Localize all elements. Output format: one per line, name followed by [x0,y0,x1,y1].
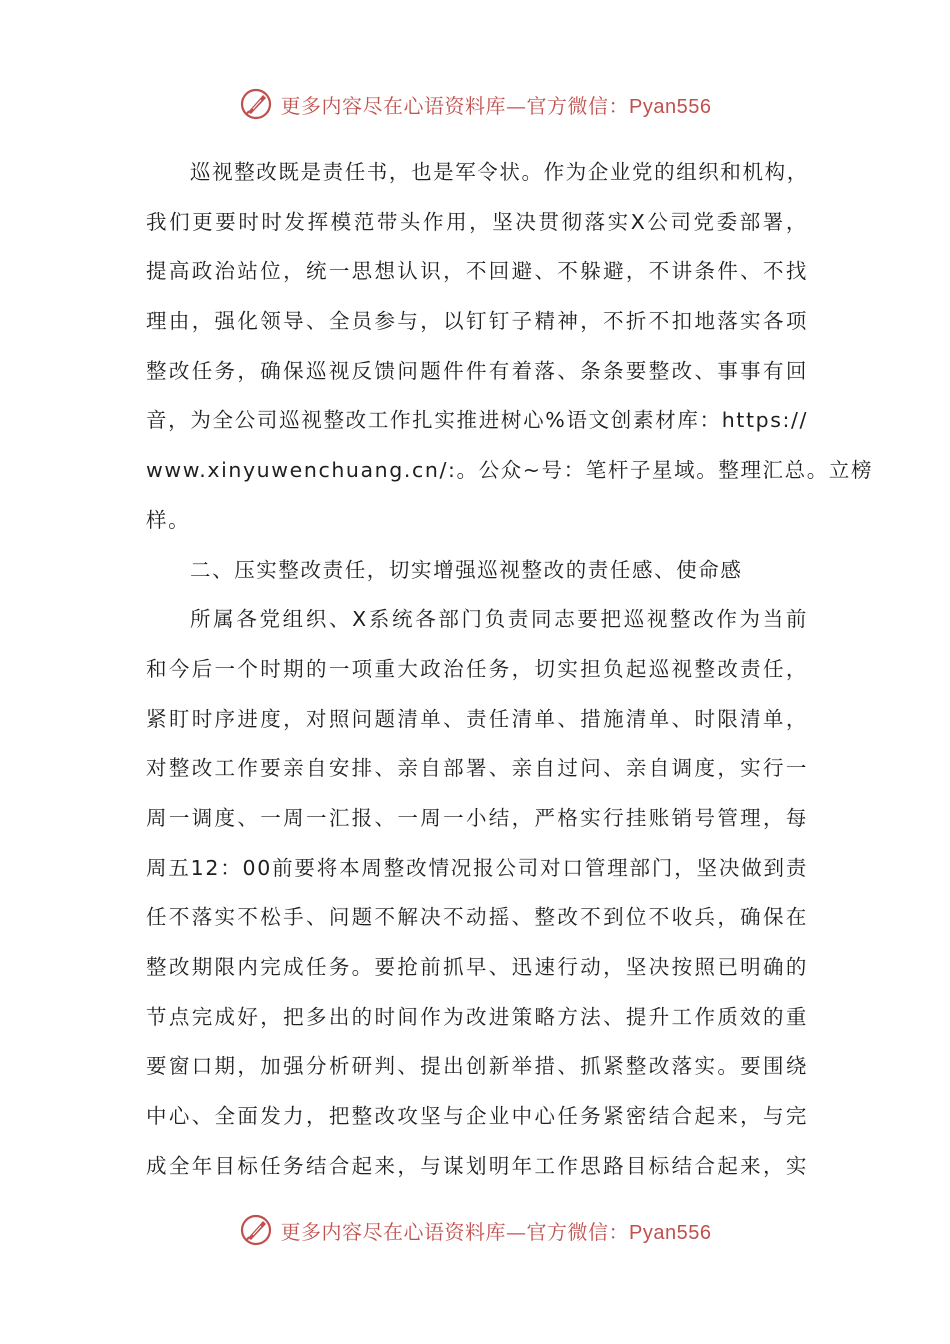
text-line: 中心、全面发力，把整改攻坚与企业中心任务紧密结合起来，与完 [146,1104,808,1129]
text-line: 周一调度、一周一汇报、一周一小结，严格实行挂账销号管理，每 [146,805,808,830]
footer-banner [0,1210,950,1250]
text-line: 巡视整改既是责任书，也是军令状。作为企业党的组织和机构， [190,160,809,184]
quill-logo-icon [239,1213,273,1247]
text-line: 整改期限内完成任务。要抢前抓早、迅速行动，坚决按照已明确的 [146,955,808,979]
text-line: 对整改工作要亲自安排、亲自部署、亲自过问、亲自调度，实行一 [146,756,808,781]
text-line: 节点完成好，把多出的时间作为改进策略方法、提升工作质效的重 [146,1004,808,1029]
document-body [146,148,874,1191]
text-line: 提高政治站位，统一思想认识，不回避、不躲避，不讲条件、不找 [146,259,808,284]
text-line: 所属各党组织、X系统各部门负责同志要把巡视整改作为当前 [190,607,808,632]
text-line: 和今后一个时期的一项重大政治任务，切实担负起巡视整改责任， [146,656,808,681]
section-heading [146,546,808,596]
text-line: 我们更要时时发挥模范带头作用，坚决贯彻落实X公司党委部署， [146,209,808,234]
header-banner [0,84,950,124]
heading-line: 二、压实整改责任，切实增强巡视整改的责任感、使命感 [190,557,743,582]
text-line: 紧盯时序进度，对照问题清单、责任清单、措施清单、时限清单， [146,706,808,731]
banner-label: 更多内容尽在心语资料库—官方微信： [280,1219,630,1244]
banner-label: 更多内容尽在心语资料库—官方微信： [280,93,630,118]
text-line: 周五12：00前要将本周整改情况报公司对口管理部门，坚决做到责 [146,855,808,880]
banner-text [281,1216,712,1245]
paragraph [146,148,874,546]
text-line: 理由，强化领导、全员参与，以钉钉子精神，不折不扣地落实各项 [146,309,808,334]
text-line: 任不落实不松手、问题不解决不动摇、整改不到位不收兵，确保在 [146,905,808,930]
banner-text [281,90,712,119]
text-line: 整改任务，确保巡视反馈问题件件有着落、条条要整改、事事有回 [146,358,808,383]
paragraph [146,595,808,1191]
wechat-id: Pyan556 [629,95,712,118]
text-line: 成全年目标任务结合起来，与谋划明年工作思路目标结合起来，实 [146,1153,808,1178]
text-line: www.xinyuwenchuang.cn/:。公众~号：笔杆子星域。整理汇总。立榜 [146,458,874,483]
text-line: 要窗口期，加强分析研判、提出创新举措、抓紧整改落实。要围绕 [146,1054,808,1079]
text-line: 样。 [146,507,191,532]
text-line: 音，为全公司巡视整改工作扎实推进树心%语文创素材库：https:// [146,408,808,433]
wechat-id: Pyan556 [629,1221,712,1244]
quill-logo-icon [239,87,273,121]
